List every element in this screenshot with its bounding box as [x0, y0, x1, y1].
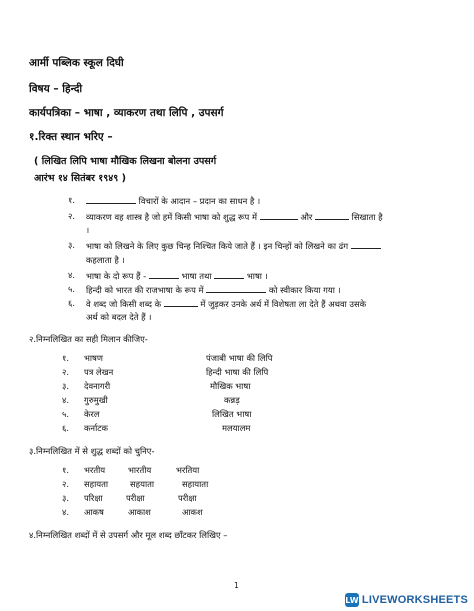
- subject-line: विषय – हिन्दी: [29, 83, 83, 95]
- blank-field[interactable]: [260, 211, 298, 220]
- worksheet-title: कार्यपत्रिका – भाषा , व्याकरण तथा लिपि , उपसर्ग: [29, 107, 224, 119]
- section4-title: ४.निम्नलिखित शब्दों में से उपसर्ग और मूल शब्द छाँटकर लिखिए –: [29, 530, 228, 540]
- item-number: ६.: [62, 423, 70, 433]
- word-option[interactable]: परीक्षा: [178, 493, 197, 503]
- school-name: आर्मी पब्लिक स्कूल दिघी: [29, 57, 124, 69]
- fill-item-2-end: ।: [86, 225, 90, 235]
- match-left[interactable]: पत्र लेखन: [84, 367, 114, 377]
- item-number: १.: [62, 353, 70, 363]
- word-option[interactable]: भरतीय: [84, 465, 106, 475]
- item-number: ३.: [62, 493, 70, 503]
- blank-field[interactable]: [149, 270, 179, 279]
- word-bank-line2: आरंभ १४ सितंबर १९४९ ): [34, 173, 126, 184]
- word-option[interactable]: परिक्षा: [84, 493, 103, 503]
- match-right[interactable]: हिन्दी भाषा की लिपि: [206, 367, 269, 377]
- liveworksheets-brand[interactable]: [345, 593, 468, 607]
- blank-field[interactable]: [206, 284, 266, 293]
- section3-title: ३.निम्नलिखित में से शुद्ध शब्दों को चुनिए-: [29, 446, 155, 456]
- match-left[interactable]: देवनागरी: [84, 381, 111, 391]
- blank-field[interactable]: [214, 270, 244, 279]
- fill-item-6-end: अर्थ को बदल देते हैं ।: [86, 312, 152, 322]
- item-number: १.: [68, 195, 76, 205]
- word-option[interactable]: भरतिया: [176, 465, 200, 475]
- fill-item-4: भाषा के दो रूप हैं - भाषा तथा भाषा ।: [86, 271, 268, 281]
- section1-title: १.रिक्त स्थान भरिए –: [29, 131, 113, 143]
- fill-item-1: विचारों के आदान – प्रदान का साधन है ।: [86, 195, 260, 207]
- match-right[interactable]: पंजाबी भाषा की लिपि: [206, 353, 273, 363]
- match-right[interactable]: कन्नड़: [224, 395, 240, 405]
- item-number: ६.: [68, 298, 76, 308]
- brand-text: LIVEWORKSHEETS: [361, 594, 468, 606]
- blank-field[interactable]: [351, 240, 381, 249]
- fill-item-3-end: कहलाता है ।: [86, 255, 125, 265]
- blank-field[interactable]: [315, 211, 349, 220]
- word-option[interactable]: सहयाता: [130, 479, 155, 489]
- word-option[interactable]: आकश: [182, 507, 203, 517]
- fill-item-6: वे शब्द जो किसी शब्द के में जुड़कर उनके अर्थ में विशेषता ला देते हैं अथवा उसके: [86, 299, 367, 309]
- item-number: ३.: [68, 240, 76, 250]
- match-left[interactable]: गुरुमुखी: [84, 395, 108, 405]
- item-number: ४.: [62, 507, 70, 517]
- blank-field[interactable]: [86, 195, 136, 204]
- word-option[interactable]: आकाश: [128, 507, 151, 517]
- page-number: 1: [234, 581, 239, 590]
- item-number: १.: [62, 465, 70, 475]
- word-option[interactable]: परीक्षा: [126, 493, 145, 503]
- word-option[interactable]: सहायाता: [182, 479, 209, 489]
- blank-field[interactable]: [164, 298, 198, 307]
- match-left[interactable]: भाषण: [84, 353, 103, 363]
- item-number: ५.: [62, 409, 70, 419]
- word-option[interactable]: भारतीय: [128, 465, 152, 475]
- fill-item-5: हिन्दी को भारत की राजभाषा के रूप में को स्वीकार किया गया ।: [86, 285, 341, 295]
- item-number: ४.: [68, 270, 76, 280]
- item-number: २.: [62, 367, 70, 377]
- match-right[interactable]: लिखित भाषा: [212, 409, 252, 419]
- word-option[interactable]: सहायता: [84, 479, 109, 489]
- word-option[interactable]: आकष: [84, 507, 104, 517]
- fill-item-2: व्याकरण वह शास्त्र है जो हमें किसी भाषा को शुद्ध रूप में और सिखाता है: [86, 212, 383, 222]
- item-number: ५.: [68, 284, 76, 294]
- match-left[interactable]: कर्नाटक: [84, 423, 108, 433]
- match-right[interactable]: मलयालम: [222, 423, 251, 433]
- fill-item-3: भाषा को लिखने के लिए कुछ चिन्ह निश्चित किये जाते हैं । इन चिन्हों को लिखने का ढंग: [86, 240, 381, 252]
- item-number: २.: [62, 479, 70, 489]
- word-bank-line1: ( लिखित लिपि भाषा मौखिक लिखना बोलना उपसर्ग: [34, 156, 217, 167]
- item-number: २.: [68, 211, 76, 221]
- match-right[interactable]: मौखिक भाषा: [210, 381, 251, 391]
- match-left[interactable]: केरल: [84, 409, 100, 419]
- item-number: ४.: [62, 395, 70, 405]
- section2-title: २.निम्नलिखित का सही मिलान कीजिए-: [29, 334, 148, 344]
- liveworksheets-logo-icon: LW: [345, 593, 359, 607]
- item-number: ३.: [62, 381, 70, 391]
